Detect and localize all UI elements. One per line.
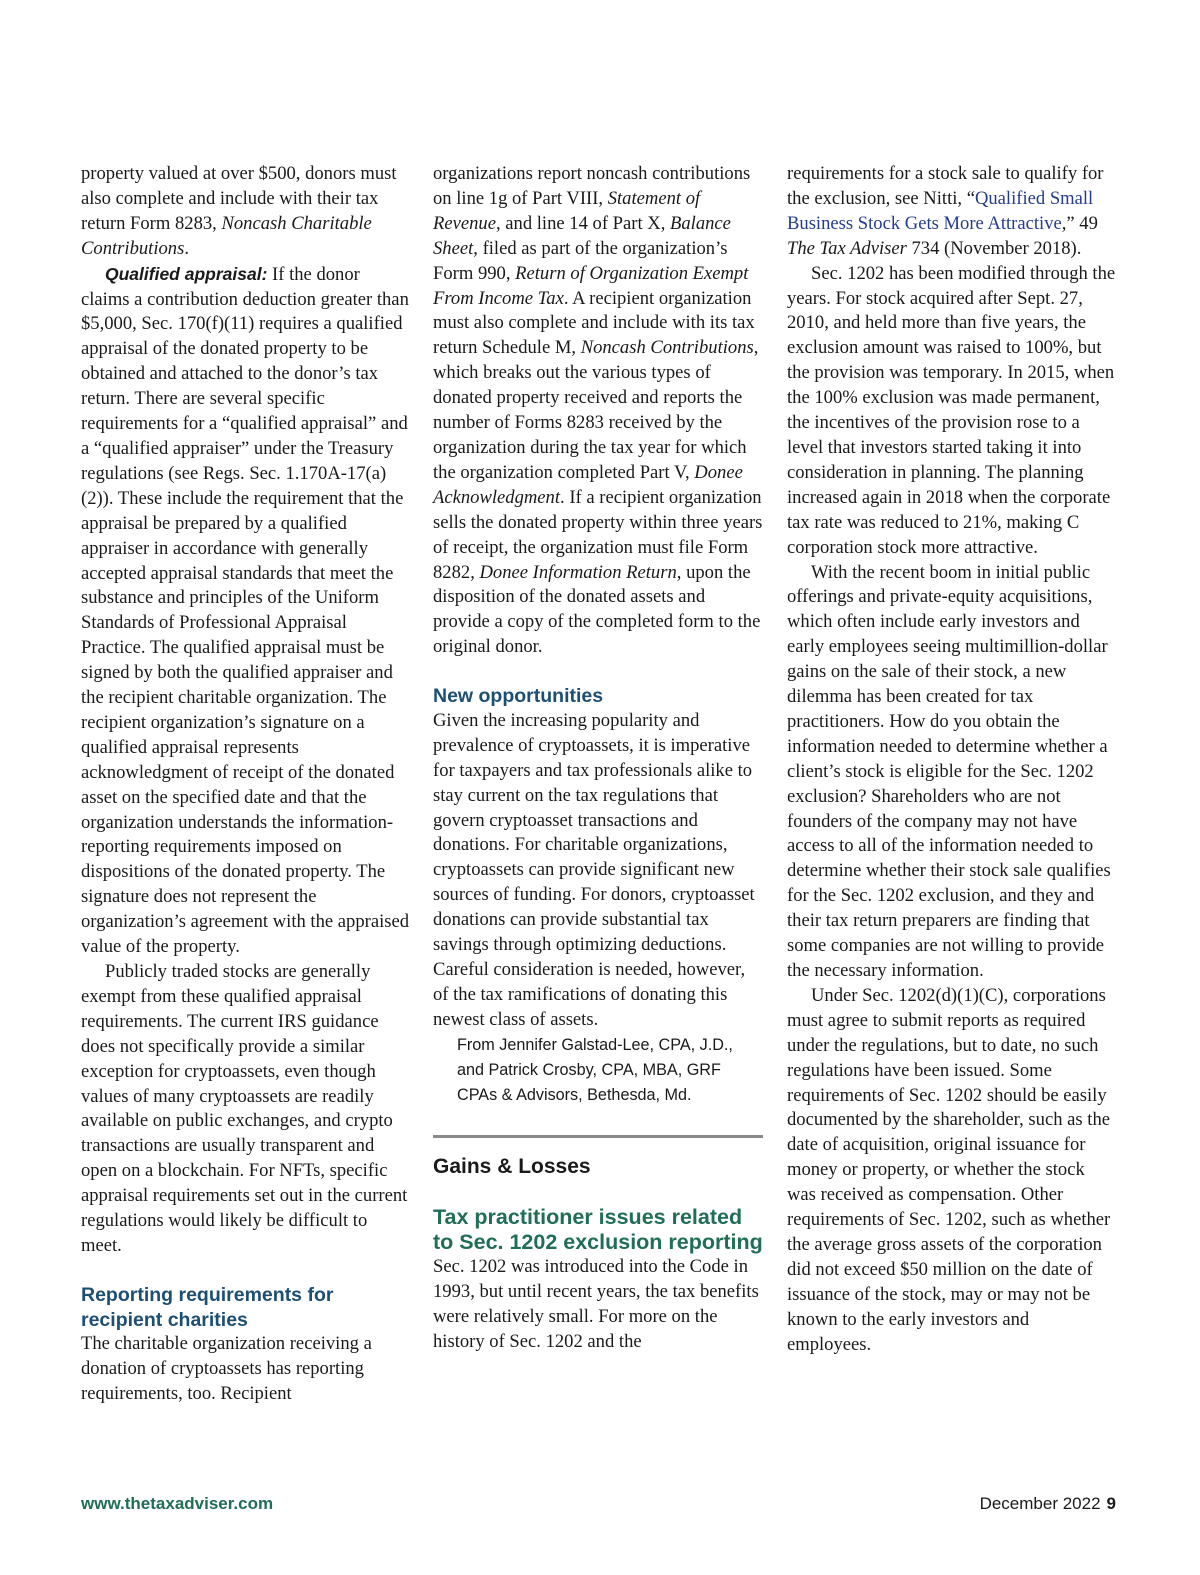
department-heading: Gains & Losses <box>433 1155 591 1179</box>
paragraph: Sec. 1202 has been modified through the years. For stock acquired after Sept. 27, 2010, and held more than five years, the exclusion amount was raised to 100%, but the provision was temporary. In 2015, when the 100% exclusion was made permanent, the incentives of the provision rose to a level that investors started taking it into consideration in planning. The planning increased again in 2018 when the corporate tax rate was reduced to 21%, making C corporation stock more attractive. <box>787 262 1116 558</box>
paragraph: Sec. 1202 was introduced into the Code in 1993, but until recent years, the tax benefits were relatively small. For more on the history of Sec. 1202 and the <box>433 1256 759 1352</box>
section-heading: Reporting requirements for recipient charities <box>81 1283 334 1331</box>
paragraph: property valued at over $500, donors must also complete and include with their tax return Form 8283, Noncash Charitable Contributions. <box>81 163 397 259</box>
form-title: Noncash Charitable Contributions <box>81 212 372 259</box>
column-3 <box>787 162 1117 1358</box>
run-in-heading: Qualified appraisal: <box>105 263 268 284</box>
paragraph: organizations report noncash contributions on line 1g of Part VIII, Statement of Revenue, and line 14 of Part X, Balance Sheet, filed as part of the organization’s Form 990, Return of Organization Exempt From Income Tax. A recipient organization must also complete and include with its tax return Schedule M, Noncash Contributions, which breaks out the various types of donated property received and reports the number of Forms 8283 received by the organization during the tax year for which the organization completed Part V, Donee Acknowledgment. If a recipient organization sells the donated property within three years of receipt, the organization must file Form 8282, Donee Information Return, upon the disposition of the donated assets and provide a copy of the completed form to the original donor. <box>433 163 763 658</box>
paragraph: Publicly traded stocks are generally exempt from these qualified appraisal requirements. The current IRS guidance does not specifically provide a similar exception for cryptoassets, even though values of many cryptoassets are readily available on public exchanges, and crypto transactions are usually transparent and open on a blockchain. For NFTs, specific appraisal requirements set out in the current regulations would likely be difficult to meet. <box>81 961 408 1256</box>
column-2 <box>433 162 763 1355</box>
paragraph: The charitable organization receiving a donation of cryptoassets has reporting requirements, too. Recipient <box>81 1333 372 1405</box>
paragraph: Given the increasing popularity and prevalence of cryptoassets, it is imperative for taxpayers and tax professionals alike to stay current on the tax regulations that govern cryptoasset transactions and donations. For charitable organizations, cryptoassets can provide significant new sources of funding. For donors, cryptoasset donations can provide substantial tax savings through optimizing deductions. Careful consideration is needed, however, of the tax ramifications of donating this newest class of assets. <box>433 709 755 1030</box>
paragraph: Qualified appraisal: If the donor claims a contribution deduction greater than $5,000, Sec. 170(f)(11) requires a qualified appraisal of the donated property to be obtained and attached to the donor’s tax return. There are several specific requirements for a “qualified appraisal” and a “qualified appraiser” under the Treasury regulations (see Regs. Sec. 1.170A-17(a)(2)). These include the requirement that the appraisal be prepared by a qualified appraiser in accordance with generally accepted appraisal standards that meet the substance and principles of the Uniform Standards of Professional Appraisal Practice. The qualified appraisal must be signed by both the qualified appraiser and the recipient charitable organization. The recipient organization’s signature on a qualified appraisal represents acknowledgment of receipt of the donated asset on the specified date and that the organization understands the information-reporting requirements imposed on dispositions of the donated property. The signature does not represent the organization’s agreement with the appraised value of the property. <box>81 263 410 958</box>
paragraph: With the recent boom in initial public offerings and private-equity acquisitions, which often include early investors and early employees seeing multimillion-dollar gains on the sale of their stock, a new dilemma has been created for tax practitioners. How do you obtain the information needed to determine whether a client’s stock is eligible for the Sec. 1202 exclusion? Shareholders who are not founders of the company may not have access to all of the information needed to determine whether their stock sale qualifies for the Sec. 1202 exclusion, and they and their tax return preparers are finding that some companies are not willing to provide the necessary information. <box>787 561 1111 981</box>
column-1 <box>81 162 411 1407</box>
page-number: 9 <box>1106 1494 1116 1513</box>
article-heading: Tax practitioner issues related to Sec. 1202 exclusion reporting <box>433 1205 763 1255</box>
footer-date: December 2022 9 <box>979 1494 1116 1513</box>
paragraph: Under Sec. 1202(d)(1)(C), corporations must agree to submit reports as required under the regulations, but to date, no such regulations have been issued. Some requirements of Sec. 1202 should be easily documented by the shareholder, such as the date of acquisition, original issuance for money or property, or whether the stock was received as compensation. Other requirements of Sec. 1202, such as whether the average gross assets of the corporation did not exceed $50 million on the date of issuance of the stock, may or may not be known to the early investors and employees. <box>787 984 1111 1355</box>
paragraph: requirements for a stock sale to qualify for the exclusion, see Nitti, “Qualified Small Business Stock Gets More Attractive,” 49 The Tax Adviser 734 (November 2018). <box>787 163 1104 259</box>
author-credit: From Jennifer Galstad-Lee, CPA, J.D., and Patrick Crosby, CPA, MBA, GRF CPAs & Advisors, Bethesda, Md. <box>457 1035 733 1104</box>
article-link[interactable]: Qualified Small Business Stock Gets More Attractive <box>787 187 1094 234</box>
section-heading: New opportunities <box>433 685 604 708</box>
footer-website[interactable]: www.thetaxadviser.com <box>81 1494 274 1513</box>
